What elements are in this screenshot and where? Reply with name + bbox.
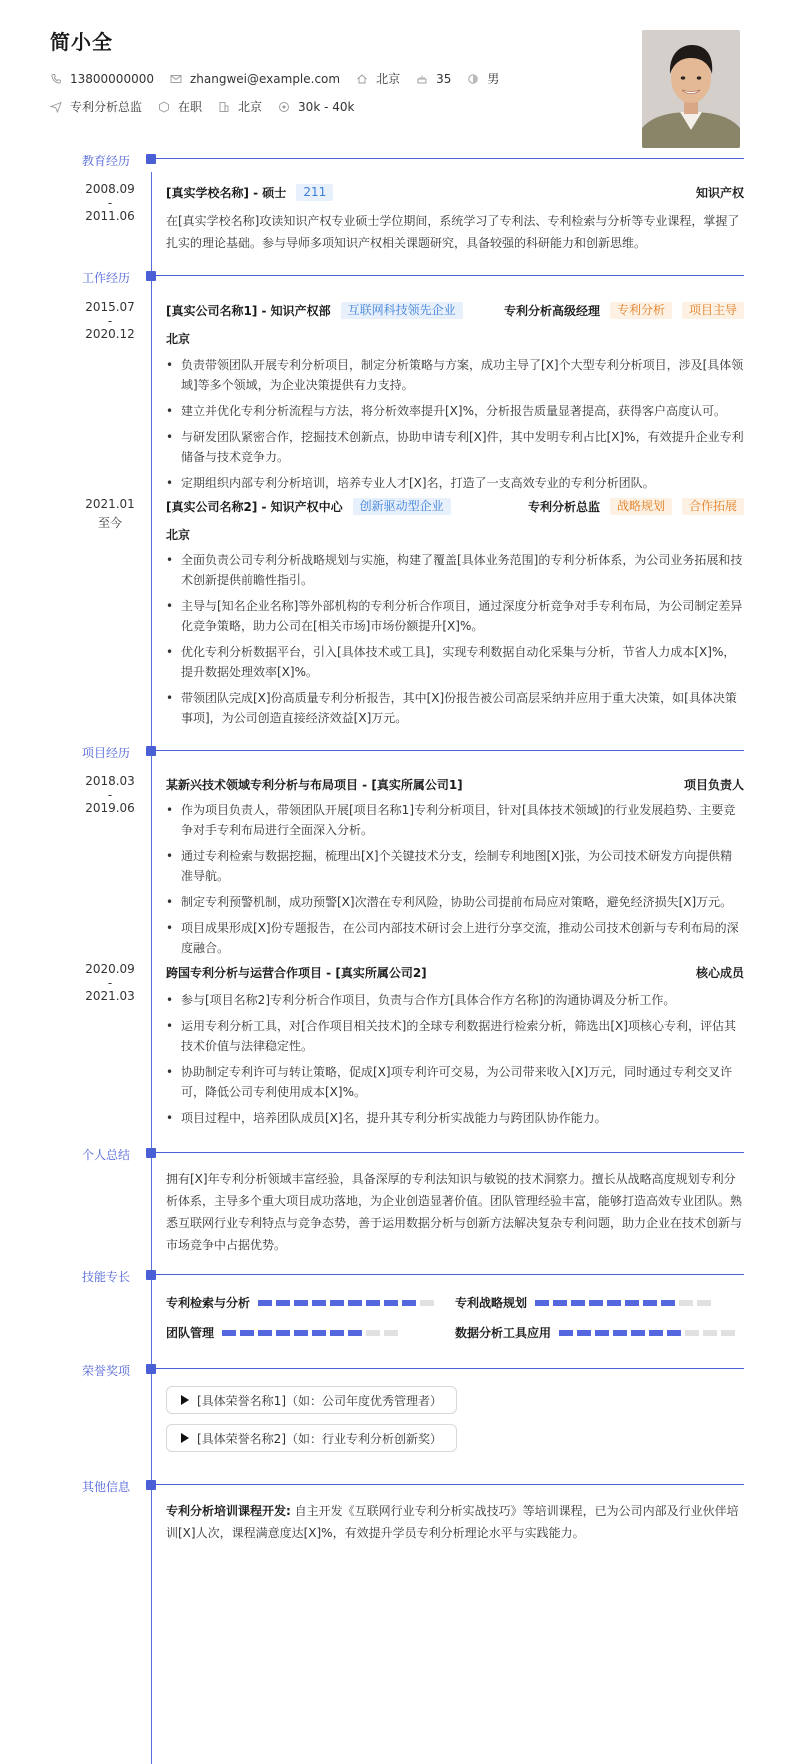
other-info bbox=[166, 1500, 744, 1544]
skill-item bbox=[455, 1324, 739, 1341]
work1-bullets bbox=[166, 355, 744, 499]
skill-item bbox=[455, 1294, 715, 1311]
honor-text: [具体荣誉名称2]（如：行业专利分析创新奖） bbox=[197, 1431, 442, 1446]
city-item bbox=[218, 98, 262, 115]
skill-level-segment bbox=[535, 1300, 549, 1306]
skill-level-segment bbox=[685, 1330, 699, 1336]
city-value: 北京 bbox=[238, 100, 263, 114]
section-title: 其他信息 bbox=[82, 1480, 131, 1494]
major: 知识产权 bbox=[695, 186, 744, 200]
skill-level-segment bbox=[697, 1300, 711, 1306]
skill-level-segment bbox=[330, 1300, 344, 1306]
date-sep: - bbox=[107, 314, 113, 328]
honor-text: [具体荣誉名称1]（如：公司年度优秀管理者） bbox=[197, 1393, 442, 1408]
skill-level-segment bbox=[330, 1330, 344, 1336]
company-title: [真实公司名称2] - 知识产权中心 bbox=[166, 500, 343, 514]
age-item bbox=[416, 72, 451, 86]
role-tag: 合作拓展 bbox=[682, 498, 744, 515]
list-item: • 负责带领团队开展专利分析项目，制定分析策略与方案，成功主导了[X]个大型专利分析项目，涉及[具体领域]等多个领域，为企业决策提供有力支持。 bbox=[166, 355, 744, 395]
contact-row bbox=[50, 70, 515, 87]
list-item: • 与研发团队紧密合作，挖掘技术创新点，协助申请专利[X]件，其中发明专利占比[X]%，有效提升企业专利储备与技术竞争力。 bbox=[166, 427, 744, 467]
timeline-line bbox=[151, 172, 152, 1764]
list-item: • 运用专利分析工具，对[合作项目相关技术]的全球专利数据进行检索分析，筛选出[X]项核心专利，评估其技术价值与法律稳定性。 bbox=[166, 1016, 744, 1056]
proj1-date bbox=[80, 774, 140, 816]
section-divider bbox=[156, 1274, 744, 1275]
company-tag: 创新驱动型企业 bbox=[353, 498, 451, 515]
date-start: 2015.07 bbox=[85, 300, 135, 314]
skill-level-segment bbox=[222, 1330, 236, 1336]
skill-level-segment bbox=[577, 1330, 591, 1336]
proj2-date bbox=[80, 962, 140, 1004]
skill-level-segment bbox=[240, 1330, 254, 1336]
section-divider bbox=[156, 275, 744, 276]
skill-level-segment bbox=[625, 1300, 639, 1306]
skill-level-segment bbox=[703, 1330, 717, 1336]
work1-head bbox=[166, 302, 744, 319]
date-sep: - bbox=[107, 196, 113, 210]
skill-level-segment bbox=[559, 1330, 573, 1336]
section-marker bbox=[146, 1148, 156, 1158]
role-tag: 项目主导 bbox=[682, 302, 744, 319]
date-sep: - bbox=[107, 788, 113, 802]
honor-item[interactable] bbox=[166, 1424, 457, 1452]
email-item bbox=[170, 72, 340, 86]
section-marker bbox=[146, 746, 156, 756]
salary-icon bbox=[278, 101, 290, 113]
skill-level-segment bbox=[613, 1330, 627, 1336]
role-tag: 专利分析 bbox=[610, 302, 672, 319]
section-title: 个人总结 bbox=[82, 1148, 131, 1162]
list-item: • 通过专利检索与数据挖掘，梳理出[X]个关键技术分支，绘制专利地图[X]张，为公司技术研发方向提供精准导航。 bbox=[166, 846, 744, 886]
send-icon bbox=[50, 101, 62, 113]
status-value: 在职 bbox=[178, 100, 203, 114]
salary-item bbox=[278, 100, 354, 114]
skill-level-segment bbox=[721, 1330, 735, 1336]
list-item: • 作为项目负责人，带领团队开展[项目名称1]专利分析项目，针对[具体技术领域]的行业发展趋势、主要竞争对手专利布局进行全面深入分析。 bbox=[166, 800, 744, 840]
section-divider bbox=[156, 1152, 744, 1153]
section-title: 工作经历 bbox=[82, 271, 131, 285]
work2-head bbox=[166, 498, 744, 515]
skill-level-segment bbox=[348, 1330, 362, 1336]
skill-level-segment bbox=[589, 1300, 603, 1306]
project-title: 某新兴技术领域专利分析与布局项目 - [真实所属公司1] bbox=[166, 778, 463, 792]
work1-city: 北京 bbox=[166, 332, 191, 346]
list-item: • 主导与[知名企业名称]等外部机构的专利分析合作项目，通过深度分析竞争对手专利布局，为公司制定差异化竞争策略，助力公司在[相关市场]市场份额提升[X]%。 bbox=[166, 596, 744, 636]
summary-text: 拥有[X]年专利分析领域丰富经验，具备深厚的专利法知识与敏锐的技术洞察力。擅长从战略高度规划专利分析体系，主导多个重大项目成功落地，为企业创造显著价值。团队管理经验丰富，能够打造高效专业团队。熟悉互联网行业专利特点与竞争态势，善于运用数据分析与创新方法解决复杂专利问题，助力企业在技术创新与市场竞争中占据优势。 bbox=[166, 1172, 743, 1252]
skill-level-segment bbox=[553, 1300, 567, 1306]
job-role: 专利分析总监 bbox=[527, 500, 600, 514]
date-start: 2021.01 bbox=[85, 497, 135, 511]
skill-item bbox=[166, 1324, 402, 1341]
work2-date bbox=[80, 497, 140, 531]
location-item bbox=[356, 70, 400, 87]
list-item: • 建立并优化专利分析流程与方法，将分析效率提升[X]%，分析报告质量显著提高，获得客户高度认可。 bbox=[166, 401, 744, 421]
job-role: 专利分析高级经理 bbox=[503, 304, 600, 318]
mail-icon bbox=[170, 73, 182, 85]
honor-item[interactable] bbox=[166, 1386, 457, 1414]
skill-level-segment bbox=[276, 1330, 290, 1336]
list-item: • 参与[项目名称2]专利分析合作项目，负责与合作方[具体合作方名称]的沟通协调及分析工作。 bbox=[166, 990, 744, 1010]
skill-name: 数据分析工具应用 bbox=[455, 1326, 552, 1340]
section-marker bbox=[146, 1364, 156, 1374]
date-end: 至今 bbox=[97, 516, 122, 530]
skill-level-bar bbox=[222, 1330, 402, 1336]
job-row bbox=[50, 98, 370, 115]
resume-header bbox=[50, 26, 740, 156]
skill-level-segment bbox=[631, 1330, 645, 1336]
play-icon bbox=[181, 1433, 189, 1443]
company-title: [真实公司名称1] - 知识产权部 bbox=[166, 304, 331, 318]
skill-level-segment bbox=[366, 1300, 380, 1306]
gender-value: 男 bbox=[487, 72, 500, 86]
skill-level-segment bbox=[649, 1330, 663, 1336]
skill-level-segment bbox=[384, 1330, 398, 1336]
work2-bullets bbox=[166, 550, 744, 734]
project-role: 核心成员 bbox=[695, 966, 744, 980]
date-start: 2020.09 bbox=[85, 962, 135, 976]
section-divider bbox=[156, 1368, 744, 1369]
cake-icon bbox=[416, 73, 428, 85]
skill-level-segment bbox=[402, 1300, 416, 1306]
skill-level-segment bbox=[366, 1330, 380, 1336]
status-icon bbox=[158, 101, 170, 113]
phone-icon bbox=[50, 73, 62, 85]
phone-value[interactable]: 13800000000 bbox=[70, 71, 154, 86]
skill-level-segment bbox=[384, 1300, 398, 1306]
edu-date bbox=[80, 182, 140, 224]
work1-date bbox=[80, 300, 140, 342]
section-divider bbox=[156, 750, 744, 751]
skill-level-segment bbox=[667, 1330, 681, 1336]
date-start: 2018.03 bbox=[85, 774, 135, 788]
date-end: 2020.12 bbox=[85, 327, 135, 341]
section-divider bbox=[156, 1484, 744, 1485]
section-title: 教育经历 bbox=[82, 154, 131, 168]
section-marker bbox=[146, 1480, 156, 1490]
profile-photo bbox=[642, 30, 740, 148]
section-marker bbox=[146, 154, 156, 164]
school-tag: 211 bbox=[296, 184, 333, 201]
role-tag: 战略规划 bbox=[610, 498, 672, 515]
edu-head bbox=[166, 184, 744, 201]
skill-level-segment bbox=[420, 1300, 434, 1306]
skill-name: 专利战略规划 bbox=[455, 1296, 528, 1310]
skill-level-segment bbox=[595, 1330, 609, 1336]
gender-item bbox=[467, 70, 499, 87]
proj1-head bbox=[166, 776, 744, 793]
skill-level-segment bbox=[312, 1300, 326, 1306]
list-item: • 协助制定专利许可与转让策略，促成[X]项专利许可交易，为公司带来收入[X]万元，同时通过专利交叉许可，降低公司专利使用成本[X]%。 bbox=[166, 1062, 744, 1102]
skill-level-segment bbox=[571, 1300, 585, 1306]
age-value: 35 bbox=[436, 71, 452, 86]
list-item: • 项目成果形成[X]份专题报告，在公司内部技术研讨会上进行分享交流，推动公司技术创新与专利布局的深度融合。 bbox=[166, 918, 744, 958]
gender-icon bbox=[467, 73, 479, 85]
skill-name: 团队管理 bbox=[166, 1326, 215, 1340]
section-title: 技能专长 bbox=[82, 1270, 131, 1284]
candidate-name: 简小全 bbox=[50, 30, 113, 54]
skill-name: 专利检索与分析 bbox=[166, 1296, 251, 1310]
proj1-bullets bbox=[166, 800, 744, 964]
skill-level-segment bbox=[294, 1300, 308, 1306]
skill-level-segment bbox=[643, 1300, 657, 1306]
date-end: 2019.06 bbox=[85, 801, 135, 815]
section-marker bbox=[146, 271, 156, 281]
building-icon bbox=[218, 101, 230, 113]
skill-level-bar bbox=[559, 1330, 739, 1336]
date-start: 2008.09 bbox=[85, 182, 135, 196]
section-title: 荣誉奖项 bbox=[82, 1364, 131, 1378]
home-icon bbox=[356, 73, 368, 85]
section-title: 项目经历 bbox=[82, 746, 131, 760]
school-title: [真实学校名称] - 硕士 bbox=[166, 186, 287, 200]
date-end: 2011.06 bbox=[85, 209, 135, 223]
project-role: 项目负责人 bbox=[683, 778, 744, 792]
company-tag: 互联网科技领先企业 bbox=[341, 302, 463, 319]
list-item: • 全面负责公司专利分析战略规划与实施，构建了覆盖[具体业务范围]的专利分析体系，为公司业务拓展和技术创新提供前瞻性指引。 bbox=[166, 550, 744, 590]
list-item: • 制定专利预警机制，成功预警[X]次潜在专利风险，协助公司提前布局应对策略，避免经济损失[X]万元。 bbox=[166, 892, 744, 912]
section-marker bbox=[146, 1270, 156, 1280]
play-icon bbox=[181, 1395, 189, 1405]
other-text: 自主开发《互联网行业专利分析实战技巧》等培训课程，已为公司内部及行业伙伴培训[X]人次，课程满意度达[X]%，有效提升学员专利分析理论水平与实践能力。 bbox=[166, 1504, 739, 1540]
section-divider bbox=[156, 158, 744, 159]
salary-value: 30k - 40k bbox=[298, 99, 355, 114]
list-item: • 带领团队完成[X]份高质量专利分析报告，其中[X]份报告被公司高层采纳并应用于重大决策，如[具体决策事项]，为公司创造直接经济效益[X]万元。 bbox=[166, 688, 744, 728]
edu-desc: 在[真实学校名称]攻读知识产权专业硕士学位期间，系统学习了专利法、专利检索与分析等专业课程，掌握了扎实的理论基础。参与导师多项知识产权相关课题研究，具备较强的科研能力和创新思维。 bbox=[166, 214, 740, 250]
work2-city: 北京 bbox=[166, 528, 191, 542]
skill-level-bar bbox=[258, 1300, 438, 1306]
email-value[interactable]: zhangwei@example.com bbox=[189, 71, 341, 86]
other-label: 专利分析培训课程开发: bbox=[166, 1504, 291, 1518]
skill-level-segment bbox=[312, 1330, 326, 1336]
project-title: 跨国专利分析与运营合作项目 - [真实所属公司2] bbox=[166, 966, 427, 980]
skill-item bbox=[166, 1294, 438, 1311]
date-sep: - bbox=[107, 976, 113, 990]
skill-level-segment bbox=[276, 1300, 290, 1306]
phone-item bbox=[50, 72, 154, 86]
skill-level-segment bbox=[679, 1300, 693, 1306]
position-item bbox=[50, 98, 142, 115]
proj2-bullets bbox=[166, 990, 744, 1134]
skill-level-segment bbox=[661, 1300, 675, 1306]
skill-level-segment bbox=[348, 1300, 362, 1306]
proj2-head bbox=[166, 964, 744, 981]
skill-level-segment bbox=[258, 1300, 272, 1306]
skill-level-segment bbox=[607, 1300, 621, 1306]
skill-level-segment bbox=[258, 1330, 272, 1336]
position-value: 专利分析总监 bbox=[70, 100, 143, 114]
status-item bbox=[158, 98, 202, 115]
list-item: • 优化专利分析数据平台，引入[具体技术或工具]，实现专利数据自动化采集与分析，节省人力成本[X]%，提升数据处理效率[X]%。 bbox=[166, 642, 744, 682]
list-item: • 定期组织内部专利分析培训，培养专业人才[X]名，打造了一支高效专业的专利分析团队。 bbox=[166, 473, 744, 493]
list-item: • 项目过程中，培养团队成员[X]名，提升其专利分析实战能力与跨团队协作能力。 bbox=[166, 1108, 744, 1128]
skill-level-segment bbox=[294, 1330, 308, 1336]
skill-level-bar bbox=[535, 1300, 715, 1306]
location-value: 北京 bbox=[376, 72, 401, 86]
date-end: 2021.03 bbox=[85, 989, 135, 1003]
